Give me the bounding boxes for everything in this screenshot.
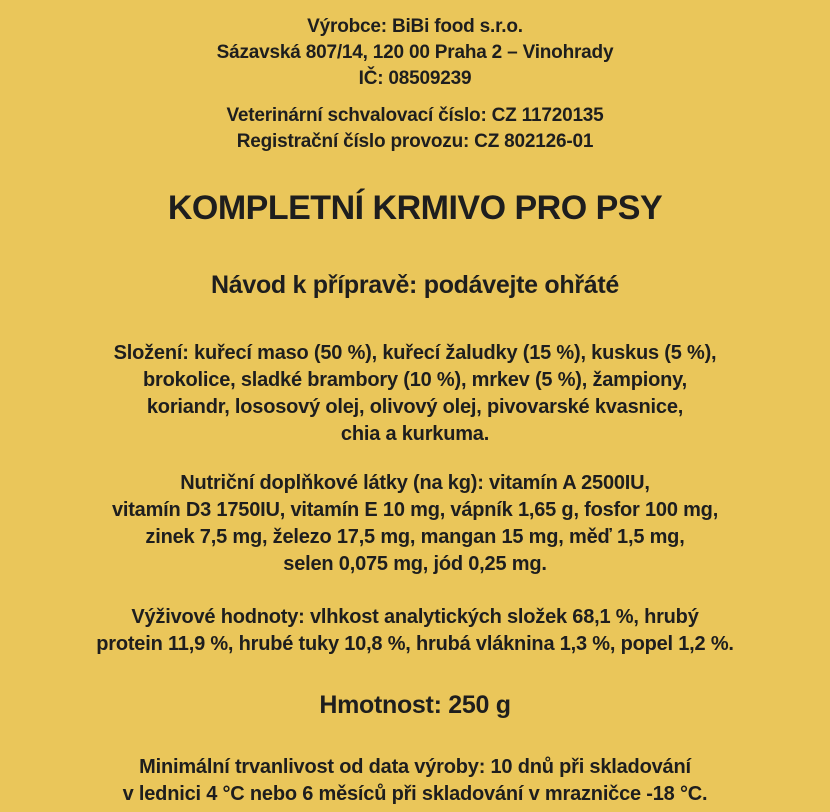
additives-line: selen 0,075 mg, jód 0,25 mg. xyxy=(283,553,547,575)
additives-line: zinek 7,5 mg, železo 17,5 mg, mangan 15 mg, měď 1,5 mg, xyxy=(145,526,685,548)
analysis-line: Výživové hodnoty: vlhkost analytických složek 68,1 %, hrubý xyxy=(131,606,699,628)
ingredients-block xyxy=(0,340,830,448)
product-title: KOMPLETNÍ KRMIVO PRO PSY xyxy=(167,189,663,227)
preparation-instructions: Návod k přípravě: podávejte ohřáté xyxy=(211,271,619,299)
producer-company-id: IČ: 08509239 xyxy=(358,68,472,89)
ingredients-line: brokolice, sladké brambory (10 %), mrkev (5 %), žampiony, xyxy=(143,369,687,391)
net-weight: Hmotnost: 250 g xyxy=(319,691,511,719)
ingredients-line: chia a kurkuma. xyxy=(340,423,490,445)
ingredients-line: Složení: kuřecí maso (50 %), kuřecí žaludky (15 %), kuskus (5 %), xyxy=(113,342,717,364)
producer-address: Sázavská 807/14, 120 00 Praha 2 – Vinohrady xyxy=(216,42,614,63)
analytical-constituents-block xyxy=(0,604,830,658)
additives-line: Nutriční doplňkové látky (na kg): vitamín A 2500IU, xyxy=(180,472,650,494)
ingredients-line: koriandr, lososový olej, olivový olej, pivovarské kvasnice, xyxy=(146,396,684,418)
shelf-life-block xyxy=(0,754,830,808)
producer-name: Výrobce: BiBi food s.r.o. xyxy=(307,16,523,37)
additives-line: vitamín D3 1750IU, vitamín E 10 mg, vápník 1,65 g, fosfor 100 mg, xyxy=(111,499,719,521)
nutritional-additives-block xyxy=(0,470,830,578)
veterinary-approval-number: Veterinární schvalovací číslo: CZ 11720135 xyxy=(226,105,604,126)
operation-registration-number: Registrační číslo provozu: CZ 802126-01 xyxy=(236,131,594,152)
producer-block xyxy=(0,14,830,92)
registration-block xyxy=(0,103,830,155)
shelf-life-line: v lednici 4 °C nebo 6 měsíců při skladování v mrazničce -18 °C. xyxy=(122,783,708,805)
analysis-line: protein 11,9 %, hrubé tuky 10,8 %, hrubá vláknina 1,3 %, popel 1,2 %. xyxy=(96,633,734,655)
shelf-life-line: Minimální trvanlivost od data výroby: 10 dnů při skladování xyxy=(139,756,691,778)
